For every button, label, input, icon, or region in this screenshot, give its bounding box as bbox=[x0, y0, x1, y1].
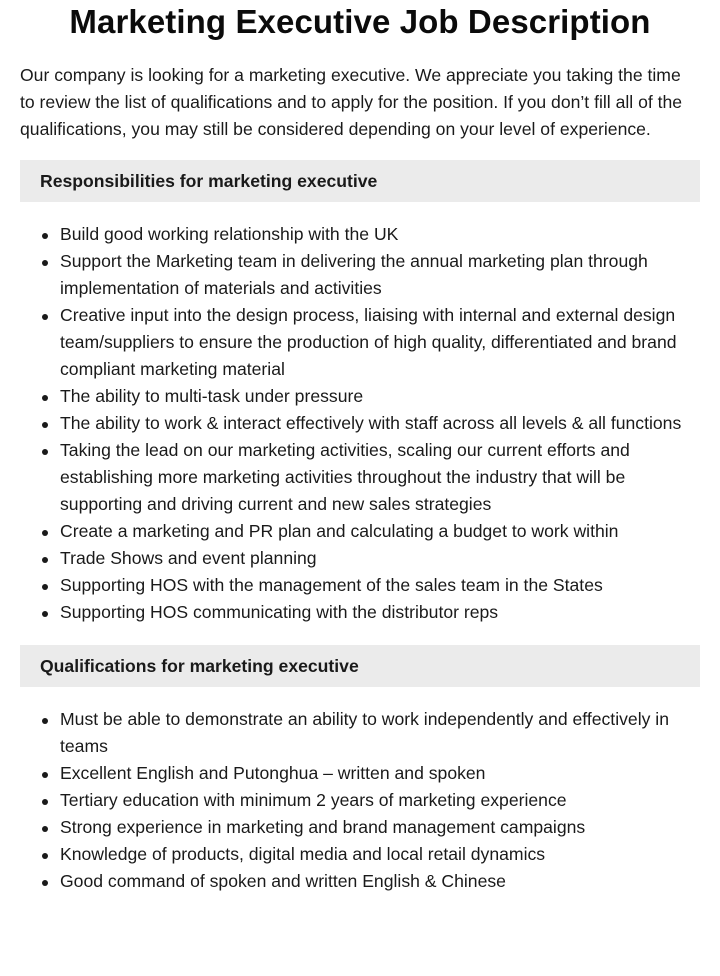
list-item bbox=[60, 706, 700, 760]
bullet-icon bbox=[42, 530, 48, 536]
list-item bbox=[60, 760, 700, 787]
list-item-text: Tertiary education with minimum 2 years of marketing experience bbox=[60, 790, 567, 810]
list-item bbox=[60, 410, 700, 437]
bullet-icon bbox=[42, 557, 48, 563]
list-item-text: Supporting HOS communicating with the distributor reps bbox=[60, 602, 499, 622]
bullet-icon bbox=[42, 799, 48, 805]
list-item-text: Good command of spoken and written English & Chinese bbox=[60, 871, 506, 891]
page-title: Marketing Executive Job Description bbox=[69, 3, 651, 40]
list-item-text: Strong experience in marketing and brand management campaigns bbox=[60, 817, 586, 837]
list-item-text: Excellent English and Putonghua – written and spoken bbox=[60, 763, 486, 783]
bullet-icon bbox=[42, 395, 48, 401]
list-item bbox=[60, 787, 700, 814]
list-item bbox=[60, 572, 700, 599]
bullet-icon bbox=[42, 314, 48, 320]
bullet-icon bbox=[42, 611, 48, 617]
list-item-text: Supporting HOS with the management of the sales team in the States bbox=[60, 575, 603, 595]
list-item-text: The ability to multi-task under pressure bbox=[60, 386, 364, 406]
bullet-icon bbox=[42, 260, 48, 266]
bullet-icon bbox=[42, 826, 48, 832]
list-item bbox=[60, 868, 700, 895]
list-item-text: Creative input into the design process, liaising with internal and external design team/suppliers to ensure the production of high quality, differentiated and brand compliant marketing material bbox=[60, 305, 677, 379]
list-item bbox=[60, 518, 700, 545]
list-item-text: Must be able to demonstrate an ability to work independently and effectively in teams bbox=[60, 709, 669, 756]
bullet-icon bbox=[42, 772, 48, 778]
list-item-text: Support the Marketing team in delivering the annual marketing plan through implementation of materials and activities bbox=[60, 251, 648, 298]
list-item bbox=[60, 841, 700, 868]
responsibilities-list bbox=[20, 221, 700, 626]
list-item-text: Create a marketing and PR plan and calculating a budget to work within bbox=[60, 521, 619, 541]
qualifications-list bbox=[20, 706, 700, 895]
list-item bbox=[60, 302, 700, 383]
list-item bbox=[60, 437, 700, 518]
bullet-icon bbox=[42, 584, 48, 590]
list-item bbox=[60, 814, 700, 841]
list-item-text: Taking the lead on our marketing activities, scaling our current efforts and establishing more marketing activities throughout the industry that will be supporting and driving current and new sales strategies bbox=[60, 440, 630, 514]
list-item-text: Trade Shows and event planning bbox=[60, 548, 317, 568]
bullet-icon bbox=[42, 422, 48, 428]
list-item bbox=[60, 383, 700, 410]
bullet-icon bbox=[42, 233, 48, 239]
bullet-icon bbox=[42, 718, 48, 724]
list-item bbox=[60, 599, 700, 626]
list-item-text: The ability to work & interact effectively with staff across all levels & all functions bbox=[60, 413, 682, 433]
list-item bbox=[60, 545, 700, 572]
list-item bbox=[60, 221, 700, 248]
bullet-icon bbox=[42, 449, 48, 455]
list-item-text: Knowledge of products, digital media and local retail dynamics bbox=[60, 844, 546, 864]
list-item bbox=[60, 248, 700, 302]
responsibilities-heading: Responsibilities for marketing executive bbox=[20, 160, 700, 202]
bullet-icon bbox=[42, 880, 48, 886]
qualifications-heading: Qualifications for marketing executive bbox=[20, 645, 700, 687]
list-item-text: Build good working relationship with the UK bbox=[60, 224, 399, 244]
bullet-icon bbox=[42, 853, 48, 859]
intro-paragraph: Our company is looking for a marketing executive. We appreciate you taking the time to review the list of qualifications and to apply for the position. If you don’t fill all of the qualifications, you may still be considered depending on your level of experience. bbox=[20, 65, 683, 139]
